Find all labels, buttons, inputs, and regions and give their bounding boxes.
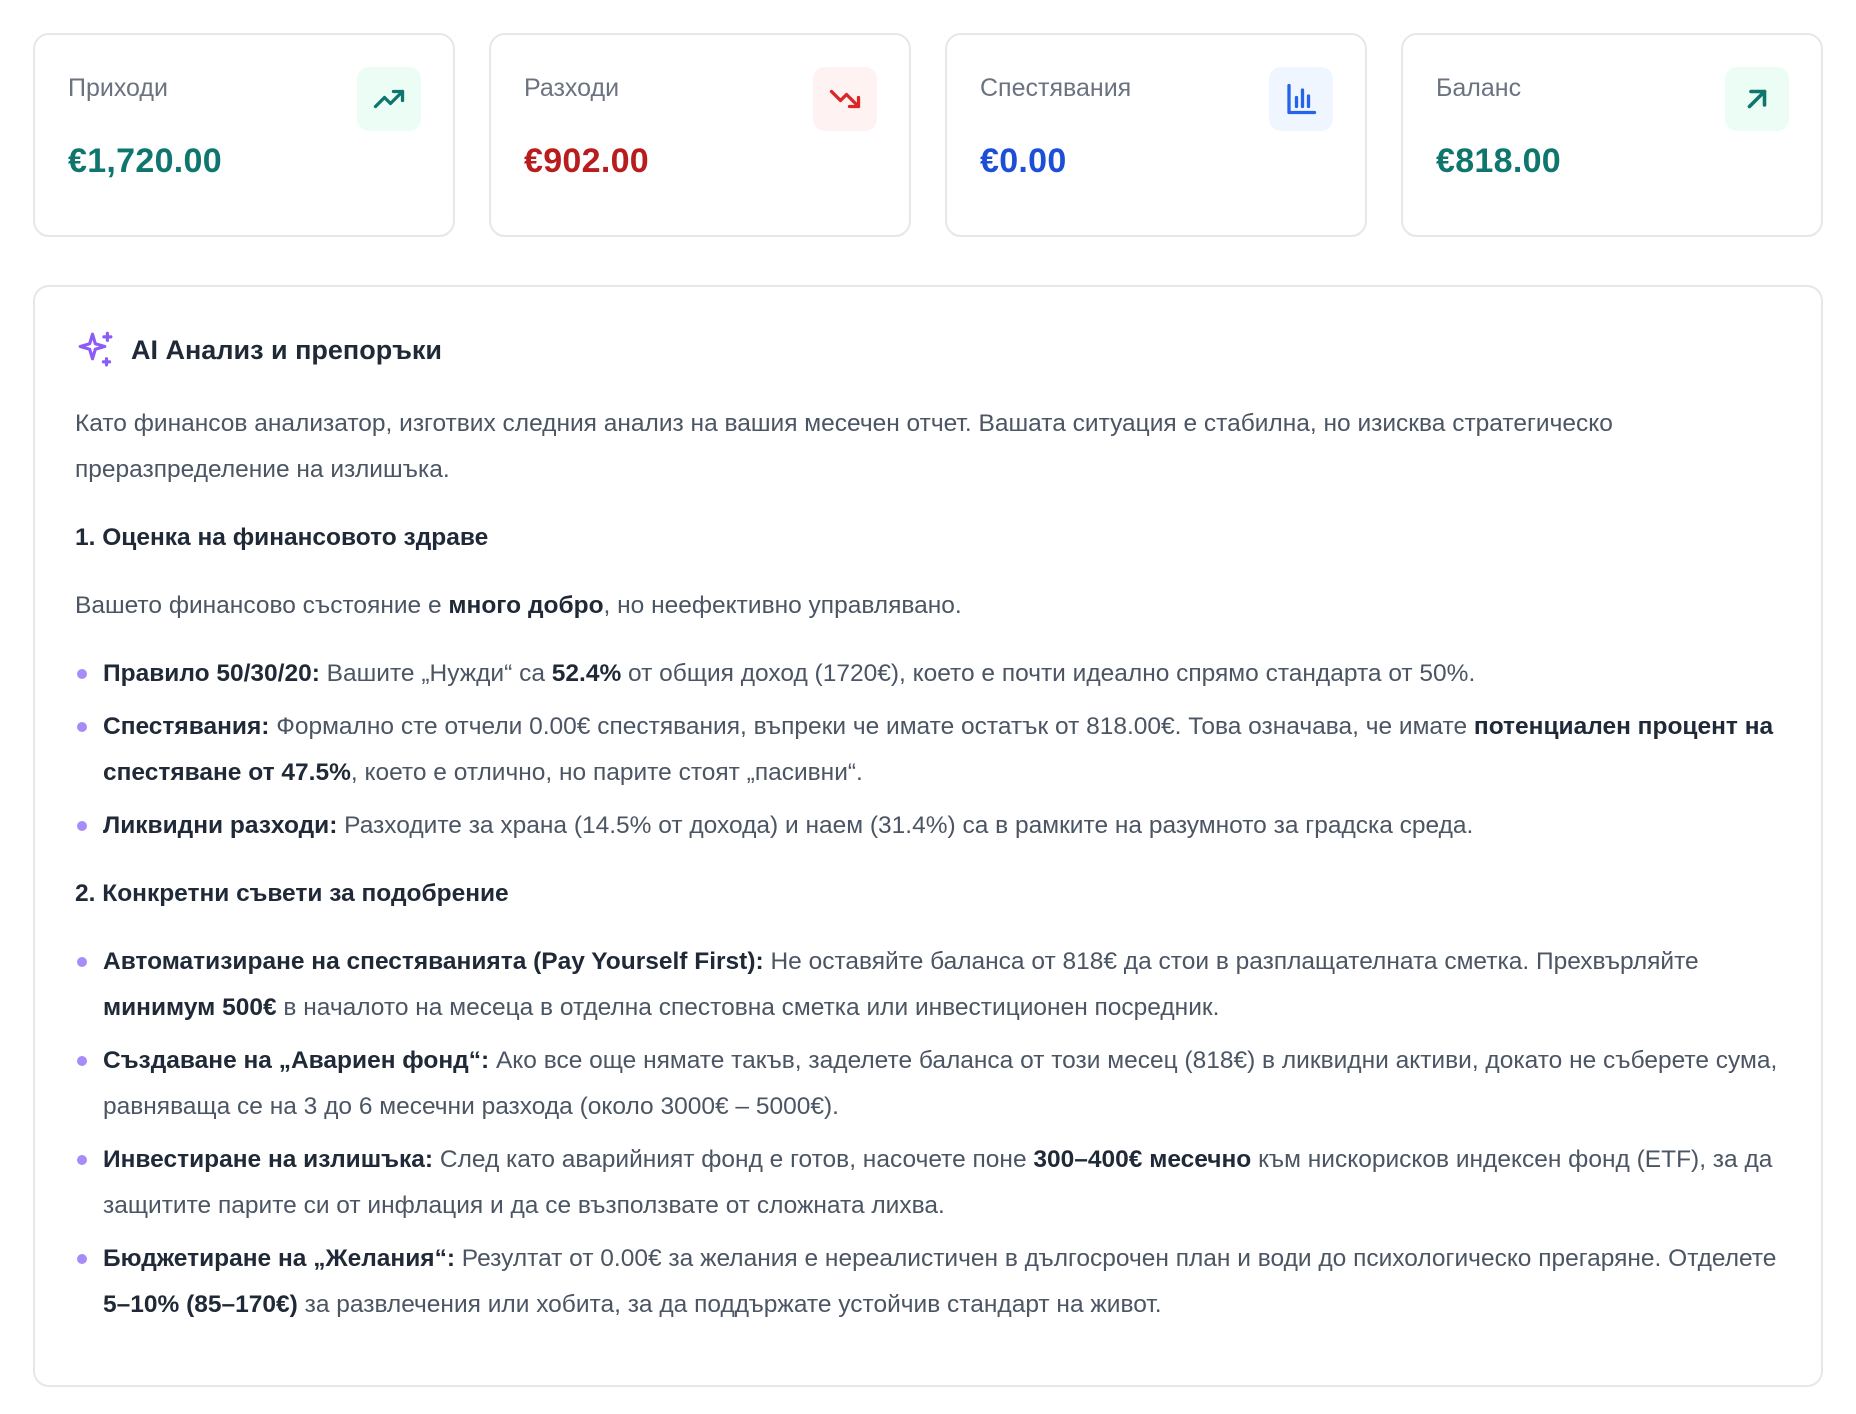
section-heading-advice: 2. Конкретни съвети за подобрение — [75, 880, 509, 907]
list-item: Правило 50/30/20: Вашите „Нужди“ са 52.4% от общия доход (1720€), което е почти идеално спрямо стандарта от 50%. — [75, 651, 1781, 697]
bar-chart-icon — [1269, 67, 1333, 131]
trending-down-icon — [813, 67, 877, 131]
balance-card — [1401, 33, 1823, 237]
list-item: Създаване на „Авариен фонд“: Ако все още нямате такъв, заделете баланса от този месец (818€) в ликвидни активи, докато не съберете сума, равняваща се на 3 до 6 месечни разхода (около 3000€ – 5000€). — [75, 1038, 1781, 1130]
income-value: €1,720.00 — [68, 142, 222, 180]
list-item: Инвестиране на излишъка: След като аварийният фонд е готов, насочете поне 300–400€ месечно към нискорисков индексен фонд (ETF), за да защитите парите си от инфлация и да се възползвате от сложната лихва. — [75, 1137, 1781, 1229]
income-label: Приходи — [68, 74, 168, 102]
list-item: Ликвидни разходи: Разходите за храна (14.5% от дохода) и наем (31.4%) са в рамките на разумното за градска среда. — [75, 803, 1781, 849]
savings-value: €0.00 — [980, 142, 1067, 180]
expenses-label: Разходи — [524, 74, 620, 102]
panel-header — [75, 329, 1781, 371]
panel-title: AI Анализ и препоръки — [131, 334, 443, 365]
balance-value: €818.00 — [1436, 142, 1562, 180]
health-summary: Вашето финансово състояние е много добро, но неефективно управлявано. — [75, 592, 962, 619]
income-card — [33, 33, 455, 237]
expenses-value: €902.00 — [524, 142, 650, 180]
arrow-up-right-icon — [1725, 67, 1789, 131]
stats-row — [33, 33, 1823, 237]
list-item: Бюджетиране на „Желания“: Резултат от 0.00€ за желания е нереалистичен в дългосрочен план и води до психологическо прегаряне. Отделете 5–10% (85–170€) за развлечения или хобита, за да поддържате устойчив стандарт на живот. — [75, 1236, 1781, 1328]
balance-label: Баланс — [1436, 74, 1522, 102]
list-item: Автоматизиране на спестяванията (Pay Yourself First): Не оставяйте баланса от 818€ да стои в разплащателната сметка. Прехвърляйте минимум 500€ в началото на месеца в отделна спестовна сметка или инвестиционен посредник. — [75, 939, 1781, 1031]
trending-up-icon — [357, 67, 421, 131]
expenses-card — [489, 33, 911, 237]
ai-analysis-panel — [33, 285, 1823, 1387]
list-item: Спестявания: Формално сте отчели 0.00€ спестявания, въпреки че имате остатък от 818.00€. Това означава, че имате потенциален процент на спестяване от 47.5%, което е отлично, но парите стоят „пасивни“. — [75, 704, 1781, 796]
analysis-intro: Като финансов анализатор, изготвих следния анализ на вашия месечен отчет. Вашата ситуация е стабилна, но изисква стратегическо преразпределение на излишъка. — [75, 410, 1613, 483]
section-heading-health: 1. Оценка на финансовото здраве — [75, 524, 489, 551]
savings-label: Спестявания — [980, 74, 1132, 102]
savings-card — [945, 33, 1367, 237]
sparkles-icon — [75, 329, 117, 371]
health-list — [75, 651, 1781, 849]
advice-list — [75, 939, 1781, 1328]
